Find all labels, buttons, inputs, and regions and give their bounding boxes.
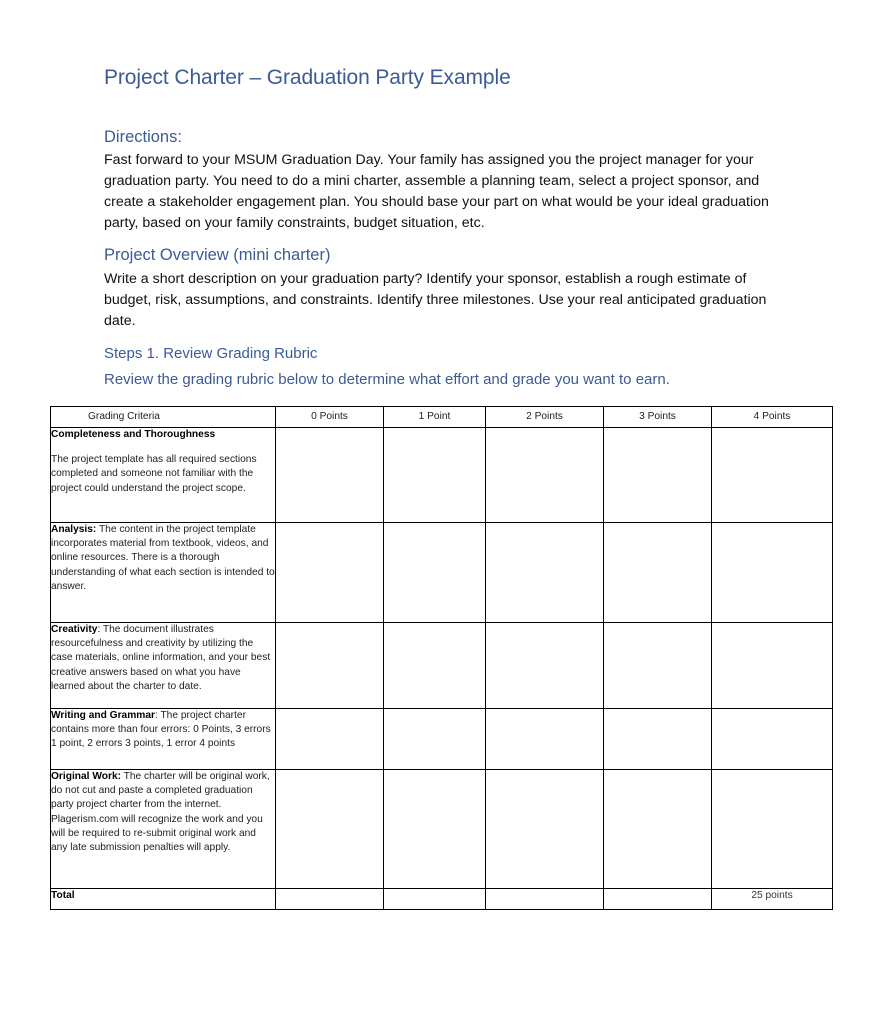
score-cell: [486, 889, 604, 910]
criteria-cell: [51, 770, 276, 889]
table-row: [51, 428, 833, 523]
score-cell: [384, 623, 486, 709]
score-cell: [712, 428, 833, 523]
score-cell: [486, 623, 604, 709]
score-cell: [486, 770, 604, 889]
column-header: 0 Points: [276, 407, 384, 428]
criteria-cell: [51, 709, 276, 770]
criteria-description: The charter will be original work, do not cut and paste a completed graduation party project charter from the internet. Plagerism.com will recognize the work and you will be required to re-submit original work and any late submission penalties will apply.: [51, 771, 270, 854]
score-cell: [604, 889, 712, 910]
table-header-row: [51, 407, 833, 428]
score-cell: [276, 523, 384, 623]
column-header: 1 Point: [384, 407, 486, 428]
criteria-cell: [51, 623, 276, 709]
score-cell: [712, 709, 833, 770]
score-cell: [384, 770, 486, 889]
total-row: [51, 889, 833, 910]
criteria-description: : The document illustrates resourcefulness and creativity by utilizing the case materials, online information, and your best creative answers based on what you have learned about the charter to date.: [51, 624, 271, 692]
steps-text: Review the grading rubric below to determine what effort and grade you want to earn.: [104, 371, 670, 388]
score-cell: [604, 770, 712, 889]
table-row: [51, 709, 833, 770]
score-cell: [604, 709, 712, 770]
criteria-description: : The project charter contains more than four errors: 0 Points, 3 errors 1 point, 2 errors 3 points, 1 error 4 points: [51, 710, 271, 750]
criteria-description: The content in the project template incorporates material from textbook, videos, and online resources. There is a thorough understanding of what each section is intended to answer.: [51, 524, 275, 592]
steps-heading: Steps 1. Review Grading Rubric: [104, 345, 318, 362]
column-header: 4 Points: [712, 407, 833, 428]
criteria-cell: [51, 428, 276, 523]
score-cell: [712, 770, 833, 889]
table-row: [51, 523, 833, 623]
table-row: [51, 623, 833, 709]
score-cell: [384, 428, 486, 523]
grading-rubric-table: [50, 406, 833, 910]
score-cell: [712, 623, 833, 709]
score-cell: [384, 889, 486, 910]
score-cell: [604, 523, 712, 623]
score-cell: [276, 428, 384, 523]
criteria-label: Completeness and Thoroughness: [51, 429, 216, 440]
overview-text: Write a short description on your graduation party? Identify your sponsor, establish a rough estimate of budget, risk, assumptions, and constraints. Identify three milestones. Use your real anticipated graduation date.: [104, 271, 767, 329]
column-header: 3 Points: [604, 407, 712, 428]
score-cell: [276, 889, 384, 910]
criteria-label: Creativity: [51, 624, 98, 635]
score-cell: [486, 709, 604, 770]
table-row: [51, 770, 833, 889]
score-cell: [276, 623, 384, 709]
directions-text: Fast forward to your MSUM Graduation Day. Your family has assigned you the project manager for your graduation party. You need to do a mini charter, assemble a planning team, select a project sponsor, and create a stakeholder engagement plan. You should base your part on what would be your ideal graduation party, based on your family constraints, budget situation, etc.: [104, 152, 769, 231]
column-header: 2 Points: [486, 407, 604, 428]
criteria-label: Original Work:: [51, 771, 121, 782]
criteria-label: Writing and Grammar: [51, 710, 155, 721]
criteria-cell: [51, 523, 276, 623]
total-points: 25 points: [712, 889, 833, 910]
score-cell: [276, 709, 384, 770]
page-title: Project Charter – Graduation Party Example: [104, 66, 511, 89]
score-cell: [604, 623, 712, 709]
score-cell: [486, 523, 604, 623]
criteria-description: The project template has all required sections completed and someone not familiar with the project could understand the project scope.: [51, 454, 257, 494]
score-cell: [384, 709, 486, 770]
criteria-label: Analysis:: [51, 524, 97, 535]
score-cell: [384, 523, 486, 623]
overview-heading: Project Overview (mini charter): [104, 246, 331, 264]
score-cell: [712, 523, 833, 623]
score-cell: [276, 770, 384, 889]
directions-heading: Directions:: [104, 128, 182, 146]
score-cell: [604, 428, 712, 523]
total-label: Total: [51, 889, 276, 910]
column-header: Grading Criteria: [51, 407, 276, 428]
score-cell: [486, 428, 604, 523]
